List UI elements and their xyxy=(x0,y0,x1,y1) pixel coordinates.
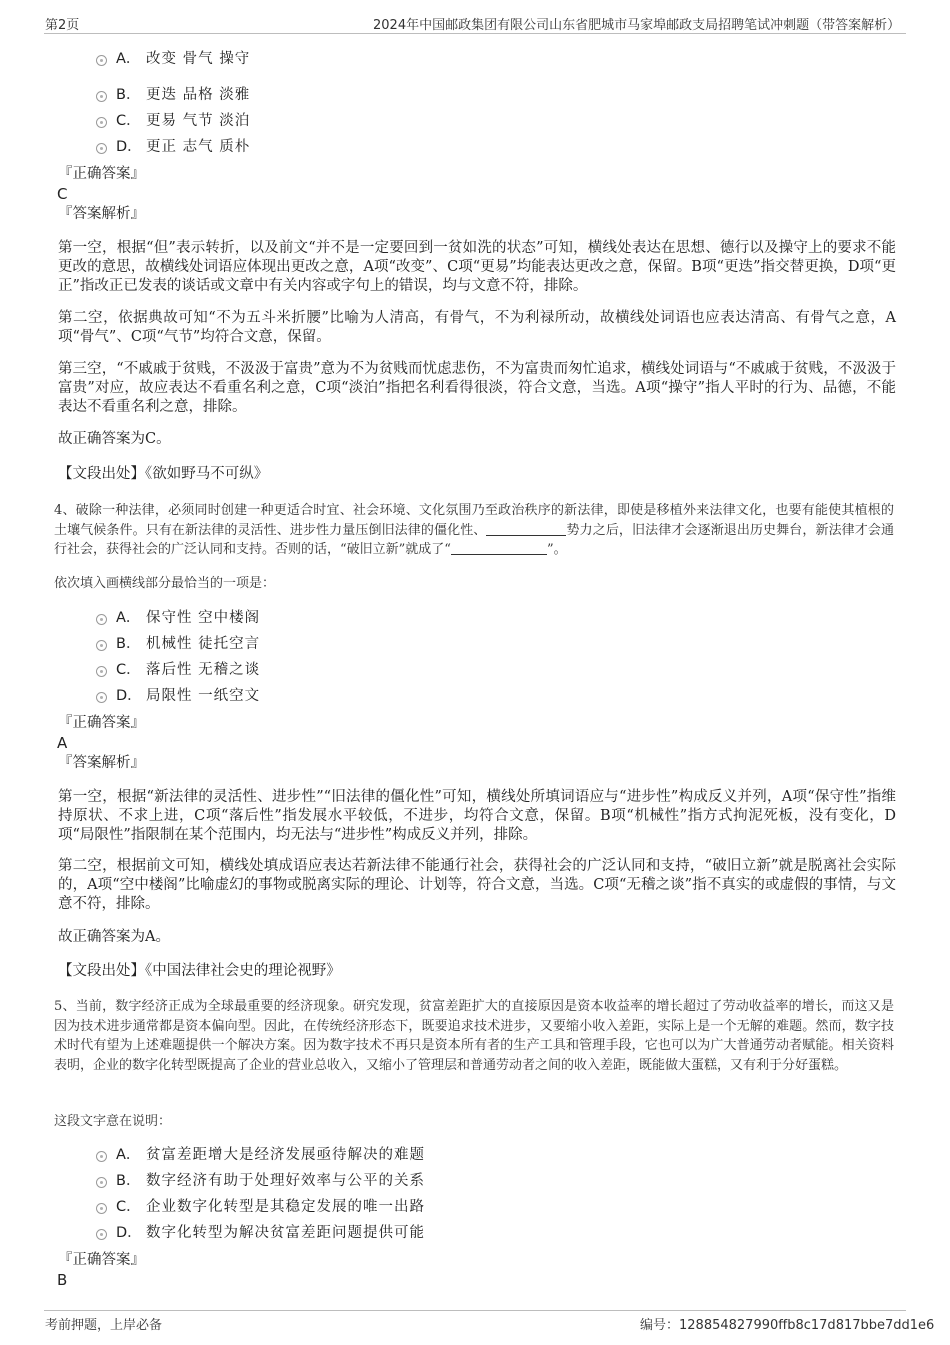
q5-answer: B xyxy=(57,1271,68,1289)
radio-button-icon[interactable] xyxy=(96,640,107,651)
q4-answer-label: 『正确答案』 xyxy=(58,715,145,731)
radio-button-icon[interactable] xyxy=(96,91,107,102)
header-divider xyxy=(44,33,906,34)
q3-analysis-paragraph-3: 第三空，“不戚戚于贫贱，不汲汲于富贵”意为不为贫贱而忧虑悲伤，不为富贵而匆忙追求，横线处词语与“不戚戚于贫贱，不汲汲于富贵”对应，故应表达不看重名利之意，C项“淡泊”指把名利看得很淡，符合文意，当选。A项“操守”指人平时的行为、品德，不能表达不看重名利之意，排除。 xyxy=(58,361,896,415)
radio-button-icon[interactable] xyxy=(96,1177,107,1188)
radio-button-icon[interactable] xyxy=(96,692,107,703)
q3-analysis-paragraph-2: 第二空，依据典故可知“不为五斗米折腰”比喻为人清高，有骨气，不为利禄所动，故横线处词语也应表达清高、有骨气之意，A项“骨气”、C项“气节”均符合文意，保留。 xyxy=(58,310,896,345)
q4-stem: 4、破除一种法律，必须同时创建一种更适合时宜、社会环境、文化氛围乃至政治秩序的新法律，即使是移植外来法律文化，也要有能使其植根的土壤气候条件。只有在新法律的灵活性、进步性力量压倒旧法律的僵化性、 势力之后，旧法律才会逐渐退出历史舞台，新法律才会通行社会，获得社会的广泛认同和支持。否则的话，“破旧立新”就成了“ ”。 xyxy=(54,503,894,557)
q5-prompt: 这段文字意在说明： xyxy=(54,1114,172,1129)
q3-analysis-label: 『答案解析』 xyxy=(58,206,145,222)
radio-button-icon[interactable] xyxy=(96,117,107,128)
radio-button-icon[interactable] xyxy=(96,143,107,154)
q3-answer: C xyxy=(57,185,68,203)
footer-slogan: 考前押题，上岸必备 xyxy=(45,1318,163,1333)
radio-button-icon[interactable] xyxy=(96,666,107,677)
radio-button-icon[interactable] xyxy=(96,1229,107,1240)
q3-answer-label: 『正确答案』 xyxy=(58,166,145,182)
q4-analysis-paragraph-2: 第二空，根据前文可知，横线处填成语应表达若新法律不能通行社会，获得社会的广泛认同和支持，“破旧立新”就是脱离社会实际的，A项“空中楼阁”比喻虚幻的事物或脱离实际的理论、计划等，符合文意，当选。C项“无稽之谈”指不真实的或虚假的事情，与文意不符，排除。 xyxy=(58,858,896,912)
q3-analysis-paragraph-1: 第一空，根据“但”表示转折，以及前文“并不是一定要回到一贫如洗的状态”可知，横线处表达在思想、德行以及操守上的要求不能更改的意思，故横线处词语应体现出更改之意，A项“改变”、C项“更易”均能表达更改之意，保留。B项“更迭”指交替更换，D项“更正”指改正已发表的谈话或文章中有关内容或字句上的错误，均与文意不符，排除。 xyxy=(58,240,896,294)
page-number: 第2页 xyxy=(45,18,80,33)
q5-answer-label: 『正确答案』 xyxy=(58,1252,145,1268)
document-title: 2024年中国邮政集团有限公司山东省肥城市马家埠邮政支局招聘笔试冲刺题（带答案解析） xyxy=(373,18,901,33)
radio-button-icon[interactable] xyxy=(96,1203,107,1214)
radio-button-icon[interactable] xyxy=(96,1151,107,1162)
q4-conclusion: 故正确答案为A。 xyxy=(58,929,170,945)
q3-conclusion: 故正确答案为C。 xyxy=(58,431,171,447)
q4-analysis-label: 『答案解析』 xyxy=(58,755,145,771)
q3-source: 【文段出处】《欲如野马不可纵》 xyxy=(58,466,269,482)
q4-prompt: 依次填入画横线部分最恰当的一项是： xyxy=(54,576,276,591)
q4-analysis-paragraph-1: 第一空，根据“新法律的灵活性、进步性”“旧法律的僵化性”可知，横线处所填词语应与“进步性”构成反义并列，A项“保守性”指维持原状、不求上进，C项“落后性”指发展水平较低，不进步，均符合文意，保留。B项“机械性”指方式拘泥死板，没有变化，D项“局限性”指限制在某个范围内，均无法与“进步性”构成反义并列，排除。 xyxy=(58,789,896,843)
fill-blank-2 xyxy=(451,542,547,555)
footer-code: 编号：128854827990ffb8c17d817bbe7dd1e6 xyxy=(640,1318,935,1333)
q5-stem: 5、当前，数字经济正成为全球最重要的经济现象。研究发现，贫富差距扩大的直接原因是资本收益率的增长超过了劳动收益率的增长，而这又是因为技术进步通常都是资本偏向型。因此，在传统经济形态下，既要追求技术进步，又要缩小收入差距，实际上是一个无解的难题。然而，数字技术时代有望为上述难题提供一个解决方案。因为数字技术不再只是资本所有者的生产工具和管理手段，它也可以为广大普通劳动者赋能。相关资料表明，企业的数字化转型既提高了企业的营业总收入，又缩小了管理层和普通劳动者之间的收入差距，既能做大蛋糕，又有利于分好蛋糕。 xyxy=(54,999,894,1073)
footer-divider xyxy=(44,1310,906,1311)
radio-button-icon[interactable] xyxy=(96,55,107,66)
fill-blank-1 xyxy=(486,523,566,536)
radio-button-icon[interactable] xyxy=(96,614,107,625)
q4-source: 【文段出处】《中国法律社会史的理论视野》 xyxy=(58,963,341,979)
q4-answer: A xyxy=(57,734,68,752)
